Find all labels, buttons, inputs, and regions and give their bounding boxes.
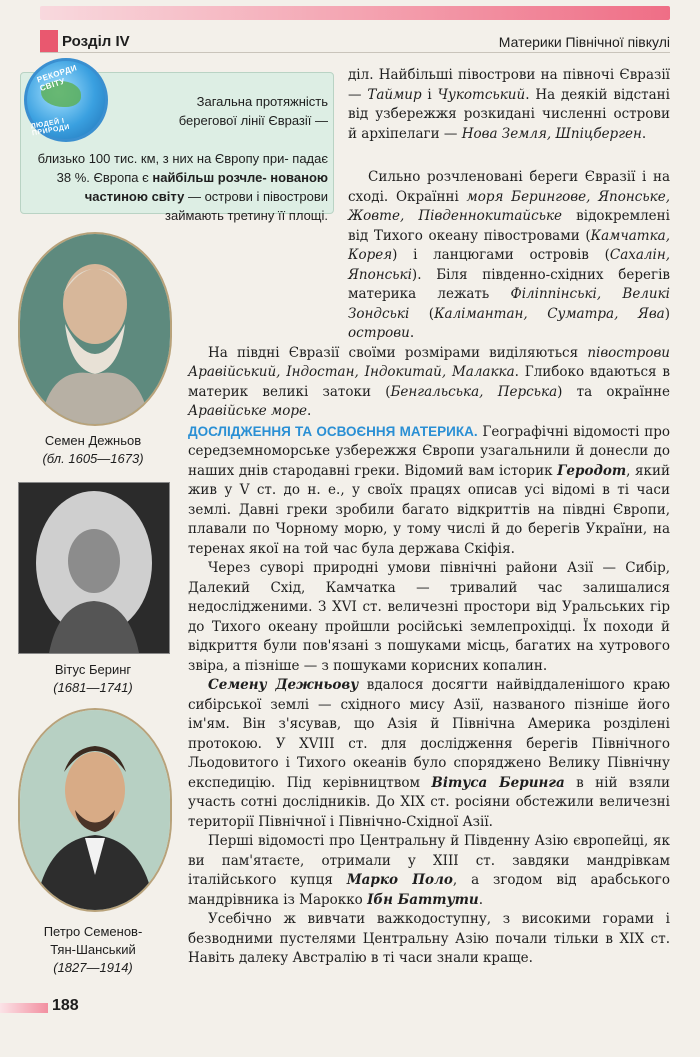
text-italic: Нова Земля, Шпіцберген	[461, 125, 642, 142]
records-line-1: Загальна протяжність	[196, 94, 328, 109]
text-bold-italic: Вітуса Беринга	[431, 774, 565, 791]
text-run: відокремлені від Тихого океану півостровами (	[348, 208, 670, 244]
portrait-semenov	[18, 708, 172, 912]
text-italic: Чукотський	[437, 86, 526, 103]
portrait-dezhnyov	[18, 232, 172, 426]
caption-name: Вітус Беринг	[54, 662, 132, 677]
records-text-part: — острови і півострови займають третину її площі.	[165, 189, 328, 223]
text-run: На півдні Євразії своїми розмірами виділяються	[208, 344, 588, 361]
text-run: . На деякій відстані від узбережжя розкидані численні острови й архіпелаги —	[348, 86, 670, 142]
text-run: .	[409, 325, 415, 341]
portrait-bering-image	[19, 483, 169, 653]
text-run: Географічні відомості про середземноморське узбережжя Європи узагальнили й донесли до наших днів стародавні греки. Відомий вам історик	[188, 423, 670, 479]
text-bold-italic: Геродот	[557, 462, 627, 479]
text-run: )	[664, 305, 671, 322]
text-run: Перші відомості про Центральну й Південну Азію європейці, як ви пам'ятаєте, отримали у XIII ст. завдяки мандрівкам італійського купця	[188, 833, 670, 888]
caption-dates-text: (бл. 1605—1673)	[42, 451, 144, 466]
text-run: вдалося досягти найвіддаленішого краю сибірської землі — східного мису Азії, названого пізніше його ім'ям. Він з'ясував, що Азія й Північна Америка розділені протокою. У XVIII ст. для дослідження берегів Північного Льодовитого і Тихого океанів було споряджено Велику Північну експедицію. Під керівництвом	[188, 677, 670, 791]
text-run: , а згодом від арабського мандрівника із Марокко	[188, 872, 670, 908]
caption-name: Семен Дежньов	[44, 433, 142, 448]
records-line-2: берегової лінії Євразії —	[178, 113, 328, 128]
caption-dates-text: (1827—1914)	[53, 960, 133, 975]
page-number: 188	[52, 997, 79, 1014]
globe-icon	[24, 58, 108, 142]
text-italic: Таймир	[367, 86, 422, 103]
paragraph: Через суворі природні умови північні райони Азії — Сибір, Далекий Схід, Камчатка — тривалий час залишалися недослідженими. З XVI ст. величезні простори від Уральських гір до Тихого океану пройшли російські землепрохідці. Їх походи й відкриття були пов'язані з пошуками місць, багатих на хутрового звіра, а пізніше — з пошуками корисних копалин.	[188, 560, 670, 674]
caption-dezhnyov	[18, 432, 168, 468]
text-italic: Філіппінські, Великі Зондські	[348, 286, 670, 322]
paragraph	[188, 344, 670, 422]
text-run: ) та окраїнне	[557, 383, 670, 400]
text-italic: моря Берингове, Японське, Жовте, Південнокитайське	[348, 188, 670, 224]
text-bold-italic: Марко Поло	[346, 872, 453, 888]
paragraph: Усебічно ж вивчати важкодоступну, з високими горами і безводними пустелями Центральну Азію почали тільки в XIX ст. Навіть далеку Австралію в ті часи знали краще.	[188, 911, 670, 966]
chapter-title: Материки Північної півкулі	[498, 34, 670, 50]
caption-semenov	[18, 923, 168, 977]
caption-dates	[18, 679, 168, 697]
records-text-top	[116, 92, 328, 130]
header-decor-bar	[40, 6, 670, 20]
text-run: , який жив у V ст. до н. е., у своїх працях описав усі відомі в ті часи землі. Давні греки зробили багато відкриттів на півдні Європи, плавали по Чорному морю, у тому числі й до берегів України, на теренах якої на той час була держава Скіфія.	[188, 462, 670, 557]
text-run: . Глибоко вдаються в материк великі затоки (	[188, 364, 670, 400]
text-run: діл. Найбільші півострови на півночі Євразії —	[348, 67, 670, 103]
text-run: (	[409, 305, 435, 322]
text-run: ) і ланцюгами островів (	[392, 247, 610, 263]
text-run: .	[478, 891, 484, 908]
portrait-semenov-image	[20, 710, 170, 910]
text-column-main	[188, 168, 670, 969]
page-number-decor	[0, 1003, 48, 1013]
paragraph	[188, 832, 670, 910]
caption-bering	[18, 661, 168, 697]
text-run: ). Біля південно-східних берегів материка лежать	[348, 266, 670, 302]
paragraph	[188, 676, 670, 832]
records-bold-text: найбільш розчле- нованою частиною світу	[84, 170, 328, 204]
text-run: в ній взяли участь сотні дослідників. До XIX ст. росіяни обстежили величезні території Північної і Північно-Східної Азії.	[188, 774, 670, 830]
text-italic: Калімантан, Суматра, Ява	[434, 305, 665, 322]
text-run: і	[421, 86, 438, 103]
paragraph	[348, 168, 670, 344]
portrait-bering	[18, 482, 170, 654]
paragraph	[348, 66, 670, 144]
portrait-dezhnyov-image	[20, 234, 170, 424]
text-italic: Сахалін, Японські	[348, 247, 670, 283]
caption-dates	[18, 959, 168, 977]
text-run: .	[307, 403, 312, 419]
records-line-3: близько 100 тис. км, з них на Європу при-	[37, 151, 289, 166]
section-label: Розділ IV	[62, 33, 130, 50]
paragraph	[188, 422, 670, 560]
records-text-part: падає 38 %. Європа є	[56, 151, 328, 185]
text-italic: острови	[348, 325, 410, 341]
text-italic: Аравійське море	[188, 403, 307, 419]
caption-dates	[18, 450, 168, 468]
section-heading: ДОСЛІДЖЕННЯ ТА ОСВОЄННЯ МАТЕРИКА.	[188, 423, 478, 439]
section-tab-marker	[40, 30, 58, 52]
text-italic: Камчатка, Корея	[348, 227, 670, 263]
caption-name: Петро Семенов- Тян-Шанський	[43, 924, 143, 957]
badge-bottom-text: ЛЮДЕЙ І ПРИРОДИ	[30, 117, 71, 138]
text-run: Сильно розчленовані береги Євразії і на сході. Окраїнні	[348, 169, 670, 205]
text-bold-italic: Семену Дежньову	[208, 677, 359, 693]
caption-dates-text: (1681—1741)	[53, 680, 133, 695]
text-run: .	[641, 125, 647, 142]
text-bold-italic: Ібн Баттути	[367, 891, 479, 908]
text-column-top	[348, 66, 670, 144]
badge-top-text: РЕКОРДИ СВІТУ	[35, 63, 79, 94]
text-italic: Бенгальська, Перська	[390, 383, 558, 400]
text-italic: півострови Аравійський, Індостан, Індокитай, Малакка	[188, 344, 670, 380]
